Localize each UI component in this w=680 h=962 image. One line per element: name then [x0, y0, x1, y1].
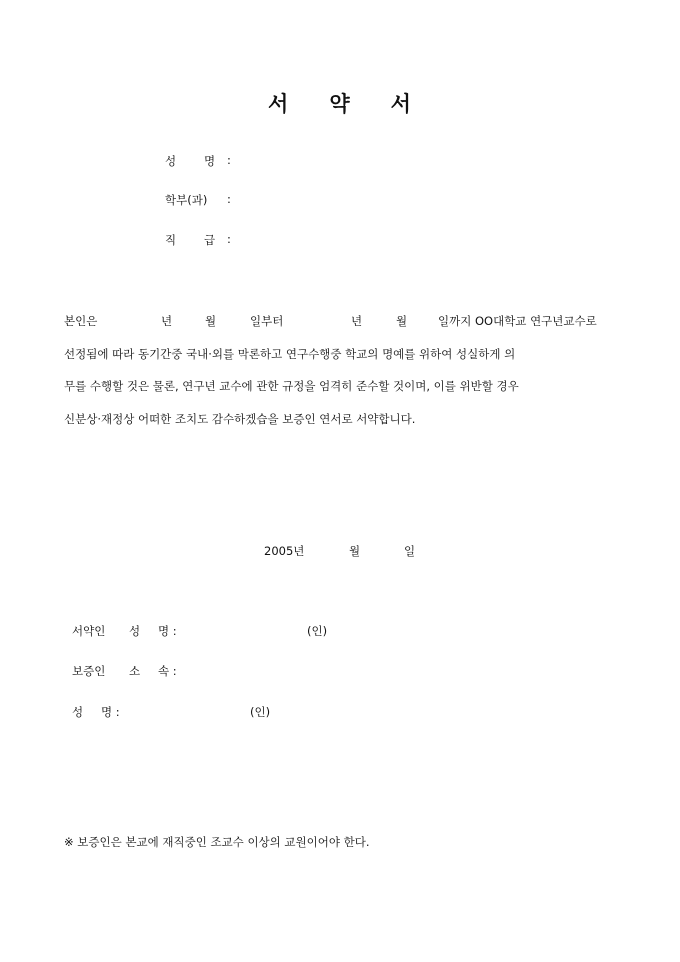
- department-label: 학부(과): [165, 193, 208, 207]
- guarantor-name-label-part-2: 명 :: [101, 705, 120, 719]
- pledge-l1-year-2: 년: [351, 314, 363, 328]
- pledge-l1-until: 일까지 OO대학교 연구년교수로: [438, 314, 597, 328]
- pledger-label: 서약인: [72, 624, 106, 638]
- title-char-3: 서: [390, 91, 412, 116]
- name-label-part-2: 명: [204, 154, 216, 168]
- pledge-line-3: 무를 수행할 것은 물론, 연구년 교수에 관한 규정을 엄격히 준수할 것이며, 이를 위반할 경우: [64, 379, 519, 393]
- name-colon: :: [227, 153, 231, 167]
- pledge-line-2: 선정됨에 따라 동기간중 국내·외를 막론하고 연구수행중 학교의 명예를 위하여 성실하게 의: [64, 347, 516, 361]
- date-day: 일: [404, 544, 416, 558]
- guarantor-requirement-note: ※ 보증인은 본교에 재직중인 조교수 이상의 교원이어야 한다.: [64, 835, 370, 849]
- guarantor-seal: (인): [250, 705, 271, 719]
- pledge-l1-year-1: 년: [161, 314, 173, 328]
- pledger-name-label-part-2: 명 :: [158, 624, 177, 638]
- date-year: 2005년: [264, 544, 305, 558]
- pledge-line-4: 신분상·재정상 어떠한 조치도 감수하겠습을 보증인 연서로 서약합니다.: [64, 412, 416, 426]
- title-char-2: 약: [329, 91, 351, 116]
- rank-label-part-1: 직: [165, 233, 177, 247]
- rank-label-part-2: 급: [204, 233, 216, 247]
- pledge-l1-month-1: 월: [205, 314, 217, 328]
- guarantor-affiliation-label-part-1: 소: [129, 664, 141, 678]
- pledge-l1-month-2: 월: [396, 314, 408, 328]
- pledger-name-label-part-1: 성: [129, 624, 141, 638]
- pledge-l1-from: 일부터: [250, 314, 284, 328]
- title-char-1: 서: [268, 91, 290, 116]
- department-colon: :: [227, 192, 231, 206]
- date-month: 월: [349, 544, 361, 558]
- pledge-l1-intro: 본인은: [64, 314, 98, 328]
- document-title: [0, 88, 680, 118]
- guarantor-affiliation-label-part-2: 속 :: [158, 664, 177, 678]
- pledger-seal: (인): [307, 624, 328, 638]
- guarantor-label: 보증인: [72, 664, 106, 678]
- name-label-part-1: 성: [165, 154, 177, 168]
- rank-colon: :: [227, 232, 231, 246]
- guarantor-name-label-part-1: 성: [72, 705, 84, 719]
